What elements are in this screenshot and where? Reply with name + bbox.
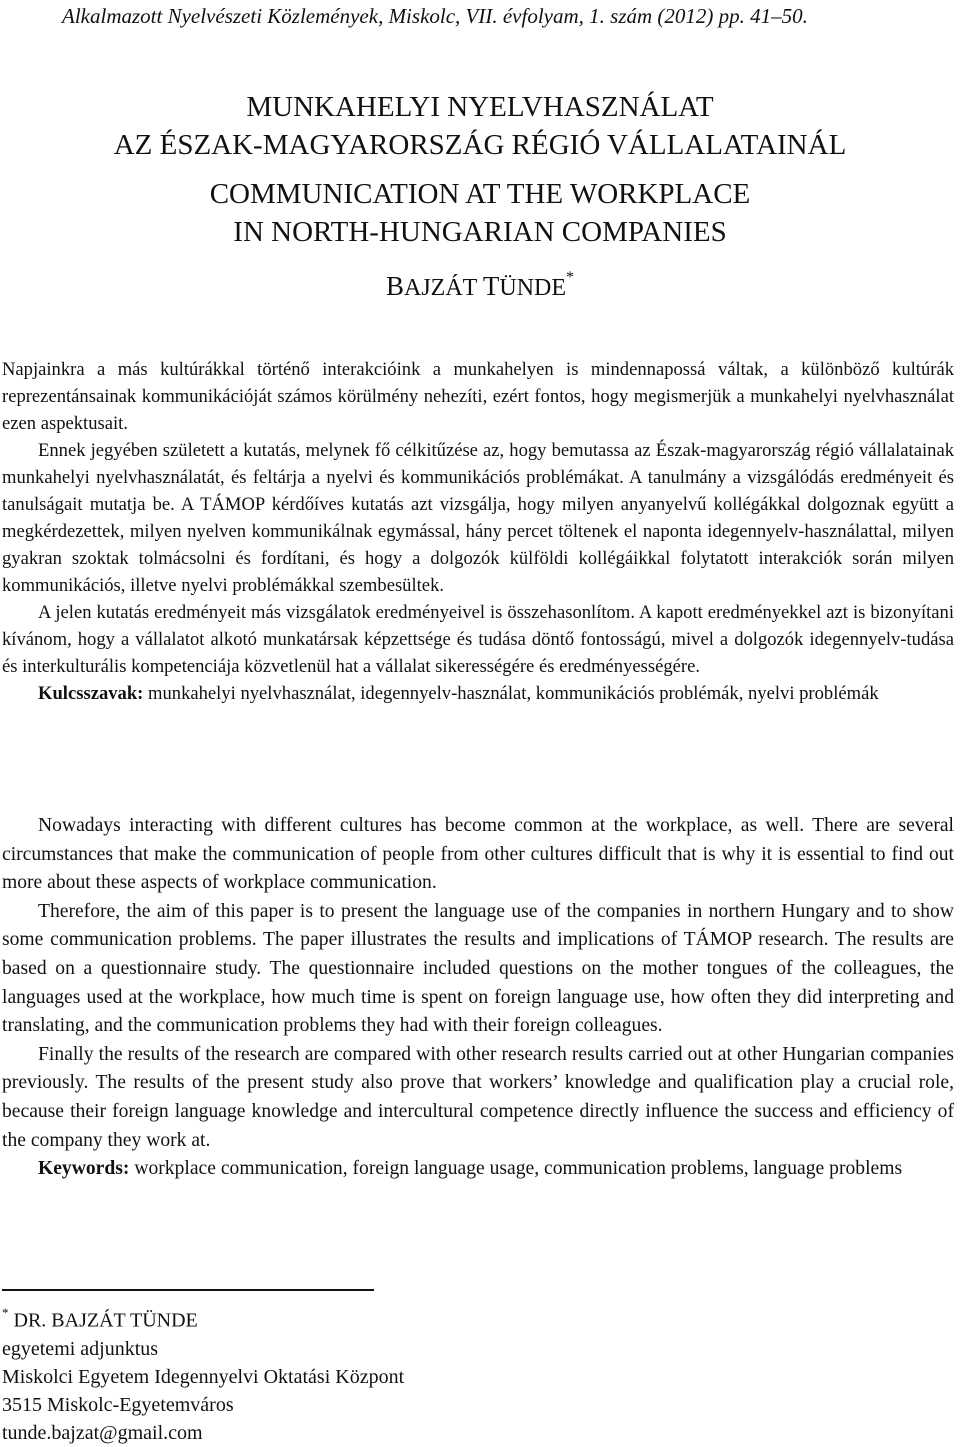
title-hungarian-line-2: AZ ÉSZAK-MAGYARORSZÁG RÉGIÓ VÁLLALATAINÁL bbox=[113, 129, 847, 161]
abstract-en-paragraph-2: Therefore, the aim of this paper is to present the language use of the companies in northern Hungary and to show some communication problems. The paper illustrates the results and implications of TÁMOP research. The results are based on a questionnaire study. The questionnaire included questions on the mother tongues of the colleagues, the languages used at the workplace, how much time is spent on foreign language use, how often they did interpreting and translating, and the communication problems they had with their foreign colleagues. bbox=[2, 900, 954, 1037]
abstract-english bbox=[2, 812, 954, 1184]
footnote-divider bbox=[2, 1289, 374, 1291]
keywords-english bbox=[2, 1155, 954, 1184]
keywords-en-text: workplace communication, foreign language usage, communication problems, language problems bbox=[129, 1158, 903, 1180]
keywords-hu-text: munkahelyi nyelvhasználat, idegennyelv-használat, kommunikációs problémák, nyelvi problémák bbox=[143, 683, 879, 704]
abstract-hu-paragraph-3: A jelen kutatás eredményeit más vizsgálatok eredményeivel is összehasonlítom. A kapott eredményekkel azt is bizonyítani kívánom, hogy a vállalatot alkotó munkatársak képzettsége és tudása döntő fontosságú, mivel a dolgozók idegennyelv-tudása és interkulturális kompetenciája közvetlenül hat a vállalat sikerességére és eredményességére. bbox=[2, 602, 954, 677]
abstract-en-paragraph-1: Nowadays interacting with different cultures has become common at the workplace, as well. There are several circumstances that make the communication of people from other cultures difficult that is why it is essential to find out more about these aspects of workplace communication. bbox=[2, 815, 954, 894]
title-english-line-2: IN NORTH-HUNGARIAN COMPANIES bbox=[233, 216, 727, 248]
running-head: Alkalmazott Nyelvészeti Közlemények, Miskolc, VII. évfolyam, 1. szám (2012) pp. 41–50. bbox=[62, 4, 808, 28]
footnote-position: egyetemi adjunktus bbox=[2, 1337, 159, 1360]
footnote-institution: Miskolci Egyetem Idegennyelvi Oktatási Központ bbox=[2, 1365, 405, 1388]
title-english-line-1: COMMUNICATION AT THE WORKPLACE bbox=[209, 178, 751, 210]
footnote-mark: * bbox=[2, 1305, 9, 1320]
keywords-hu-label: Kulcsszavak: bbox=[38, 683, 144, 704]
keywords-en-label: Keywords: bbox=[38, 1158, 130, 1180]
abstract-hungarian bbox=[2, 356, 954, 707]
footnote-address: 3515 Miskolc-Egyetemváros bbox=[2, 1393, 234, 1416]
footnote-author-line bbox=[2, 1301, 404, 1335]
footnote-author-name: DR. BAJZÁT TÜNDE bbox=[8, 1309, 198, 1332]
keywords-hungarian bbox=[2, 680, 954, 707]
footnote-email: tunde.bajzat@gmail.com bbox=[2, 1421, 203, 1444]
title-hungarian-line-1: MUNKAHELYI NYELVHASZNÁLAT bbox=[246, 91, 714, 123]
author-name: BAJZÁT TÜNDE* bbox=[385, 269, 575, 301]
abstract-hu-paragraph-2: Ennek jegyében született a kutatás, melynek fő célkitűzése az, hogy bemutassa az Észak-magyarország régió vállalatainak munkahelyi nyelvhasználatát, és feltárja a nyelvi és kommunikációs problémákat. A tanulmány a vizsgálódás eredményeit és tanulságait mutatja be. A TÁMOP kérdőíves kutatás azt vizsgálja, hogy milyen anyanyelvű kollégákkal dolgoznak együtt a megkérdezettek, milyen nyelven kommunikálnak egymással, hány percet töltenek el naponta idegennyelv-használattal, milyen gyakran szoktak tolmácsolni és fordítani, és hogy a dolgozók külföldi kollégáikkal folytatott interakciók során milyen kommunikációs, illetve nyelvi problémákkal szembesültek. bbox=[2, 440, 954, 596]
author-footnote bbox=[2, 1301, 404, 1447]
author-footnote-mark: * bbox=[566, 269, 575, 286]
abstract-hu-paragraph-1: Napjainkra a más kultúrákkal történő interakcióink a munkahelyen is mindennapossá váltak, a különböző kultúrák reprezentánsainak kommunikációját számos körülmény nehezíti, ezért fontos, hogy megismerjük a munkahelyi nyelvhasználat ezen aspektusait. bbox=[2, 359, 954, 434]
abstract-en-paragraph-3: Finally the results of the research are compared with other research results carried out at other Hungarian companies previously. The results of the present study also prove that workers’ knowledge and qualification play a crucial role, because their foreign language knowledge and intercultural competence directly influence the success and efficiency of the company they work at. bbox=[2, 1043, 954, 1151]
